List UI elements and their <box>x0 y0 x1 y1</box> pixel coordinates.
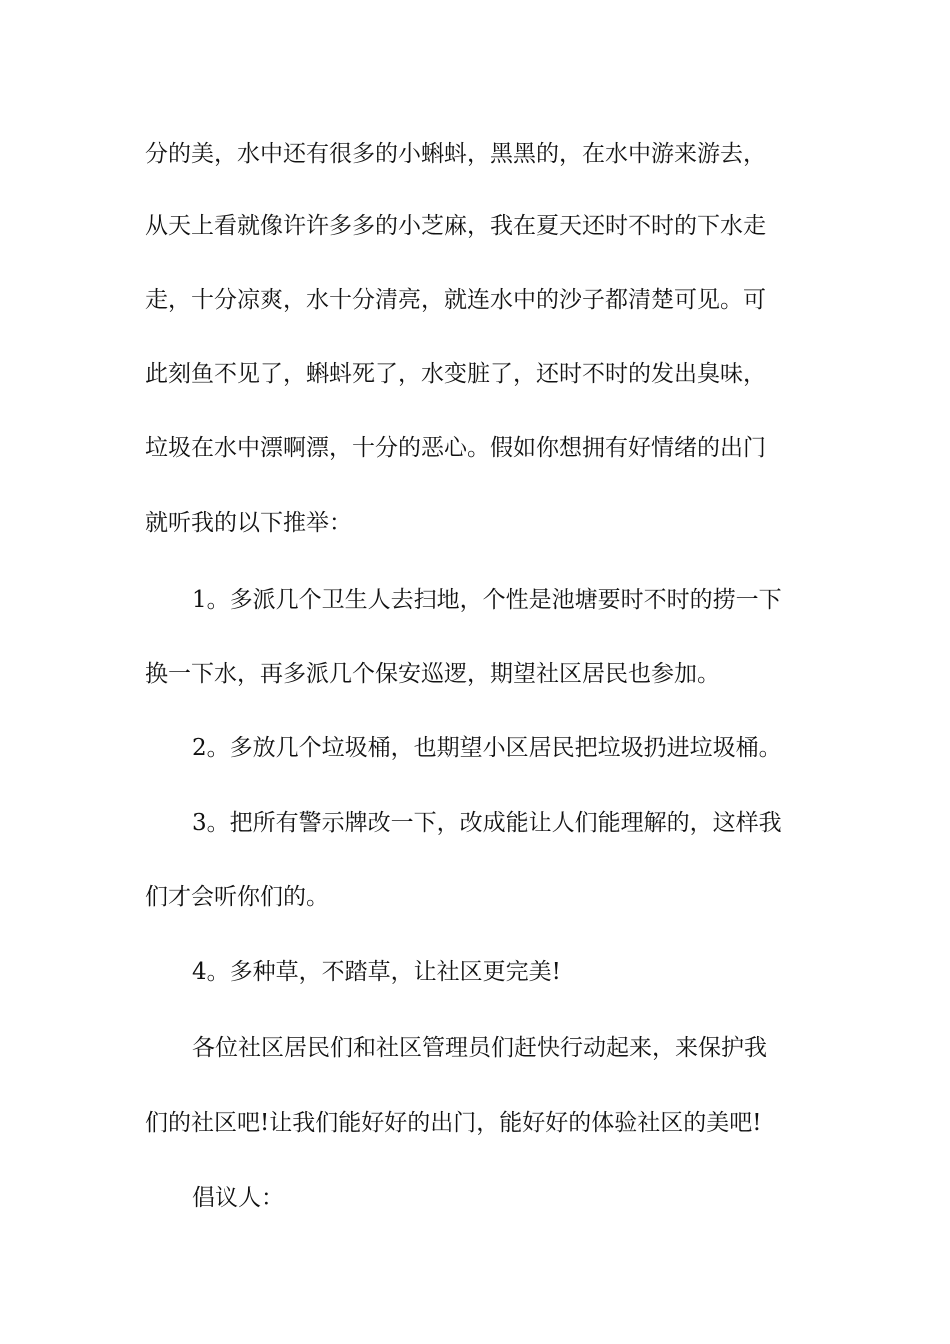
body-line: 从天上看就像许许多多的小芝麻，我在夏天还时不时的下水走 <box>145 213 766 239</box>
list-item-2-line: 2。多放几个垃圾桶，也期望小区居民把垃圾扔进垃圾桶。 <box>192 735 782 761</box>
body-line: 垃圾在水中漂啊漂，十分的恶心。假如你想拥有好情绪的出门 <box>145 435 766 461</box>
list-item-3-line: 3。把所有警示牌改一下，改成能让人们能理解的，这样我 <box>192 810 782 836</box>
signature-label: 倡议人： <box>192 1185 284 1211</box>
list-item-3-line: 们才会听你们的。 <box>145 884 329 910</box>
closing-paragraph-line: 们的社区吧!让我们能好好的出门，能好好的体验社区的美吧! <box>145 1110 762 1136</box>
list-item-4-line: 4。多种草，不踏草，让社区更完美! <box>192 959 561 985</box>
body-line: 此刻鱼不见了，蝌蚪死了，水变脏了，还时不时的发出臭味， <box>145 361 766 387</box>
list-item-1-line: 换一下水，再多派几个保安巡逻，期望社区居民也参加。 <box>145 661 720 687</box>
body-line: 走，十分凉爽，水十分清亮，就连水中的沙子都清楚可见。可 <box>145 287 766 313</box>
list-item-1-line: 1。多派几个卫生人去扫地，个性是池塘要时不时的捞一下 <box>192 587 782 613</box>
closing-paragraph-line: 各位社区居民们和社区管理员们赶快行动起来，来保护我 <box>192 1035 767 1061</box>
body-line: 分的美，水中还有很多的小蝌蚪，黑黑的，在水中游来游去， <box>145 141 766 167</box>
body-line: 就听我的以下推举： <box>145 510 352 536</box>
